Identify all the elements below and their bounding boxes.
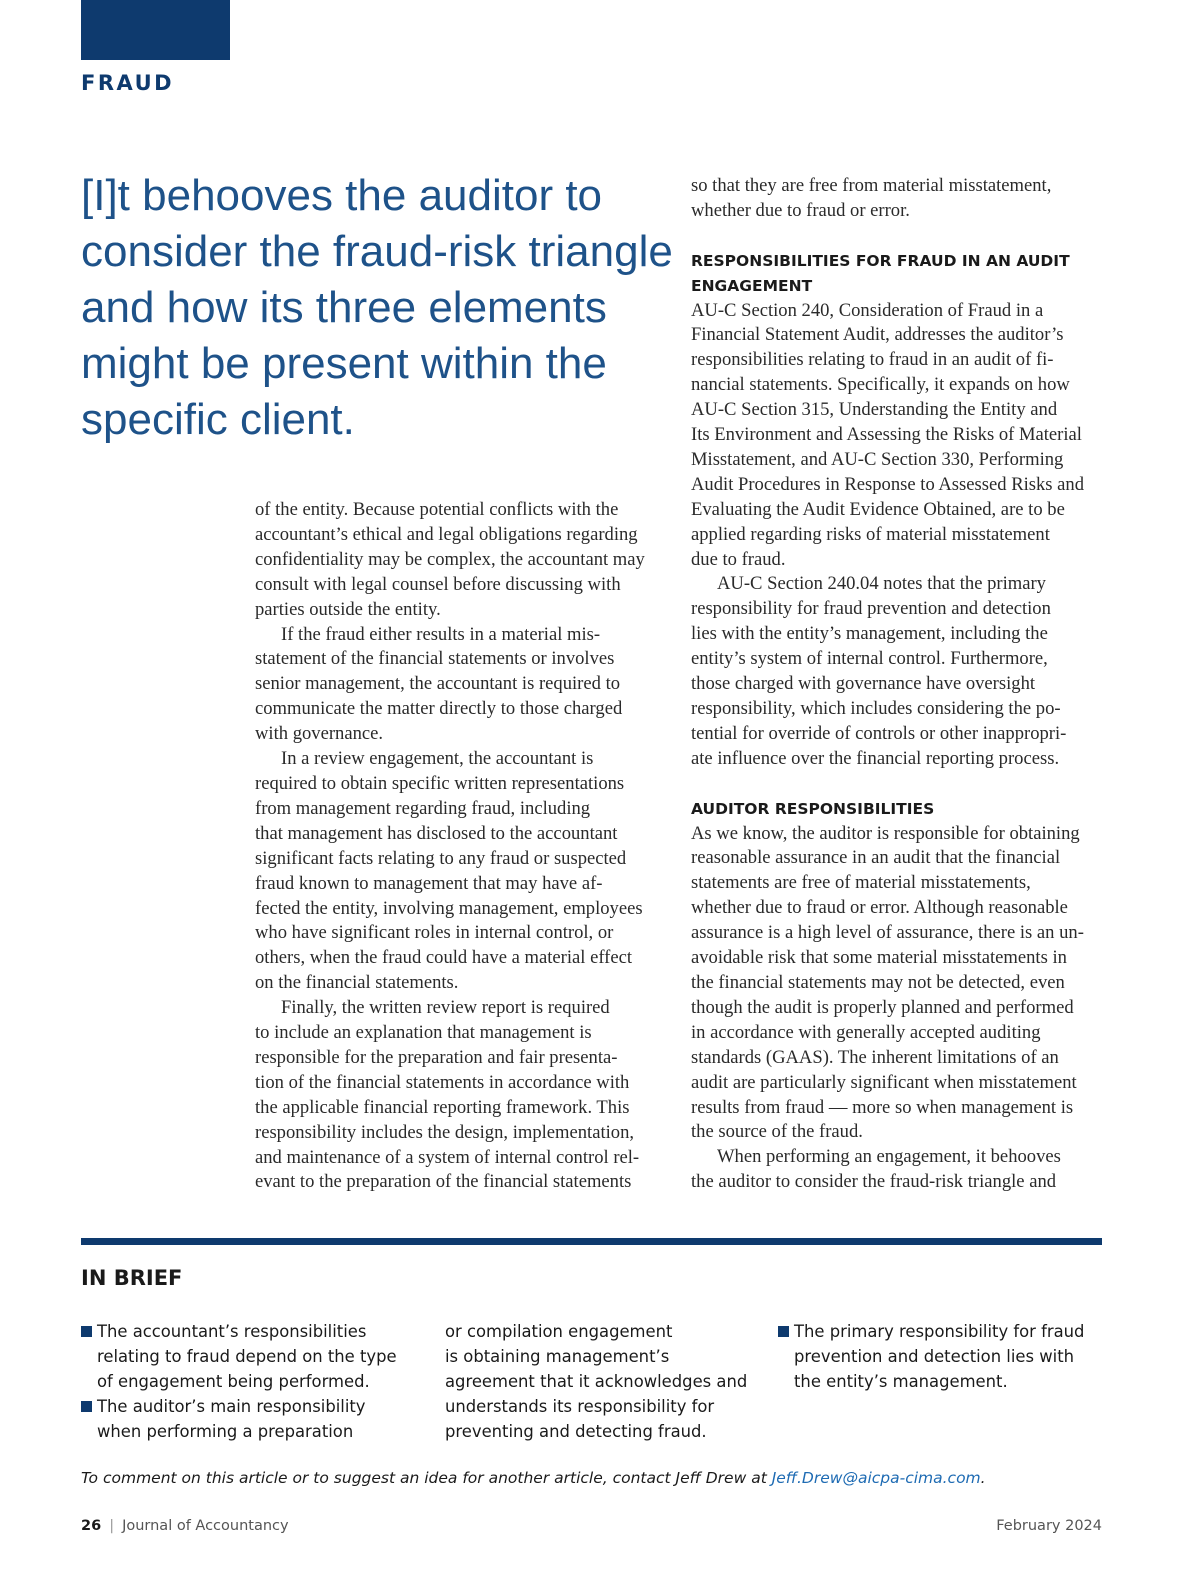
subheading-auditor: AUDITOR RESPONSIBILITIES (691, 799, 935, 818)
bullet-square-icon (778, 1326, 789, 1337)
in-brief-column-1: The accountant’s responsibilities relating to fraud depend on the type of engagement being performed. The auditor’s main responsibility when performing a preparation (81, 1320, 397, 1445)
body-column-right: so that they are free from material misstatement, whether due to fraud or error. RESPONSIBILITIES FOR FRAUD IN AN AUDIT ENGAGEMENT AU-C Section 240, Consideration of Fraud in a Financial Statement Audit, addresses the auditor’s responsibilities relating to fraud in an audit of fi- nancial statements. Specifically, it expands on how AU-C Section 315, Understanding the Entity and Its Environment and Assessing the Risks of Material Misstatement, and AU-C Section 330, Performing Audit Procedures in Response to Assessed Risks and Evaluating the Audit Evidence Obtained, are to be applied regarding risks of material misstatement due to fraud. AU-C Section 240.04 notes that the primary responsibility for fraud prevention and detection lies with the entity’s management, including the entity’s system of internal control. Furthermore, those charged with governance have oversight responsibility, which includes considering the po- tential for override of controls or other inappropri- ate influence over the financial reporting process. AUDITOR RESPONSIBILITIES As we know, the auditor is responsible for obtaining reasonable assurance in an audit that the financial statements are free of material misstatements, whether due to fraud or error. Although reasonable assurance is a high level of assurance, there is an un- avoidable risk that some material misstatements in the financial statements may not be detected, even though the audit is properly planned and performed in accordance with generally accepted auditing standards (GAAS). The inherent limitations of an audit are particularly significant when misstatement results from fraud — more so when management is the source of the fraud. When performing an engagement, it behooves the auditor to consider the fraud-risk triangle and (691, 174, 1111, 1195)
in-brief-title: IN BRIEF (81, 1266, 183, 1290)
pull-quote: [I]t behooves the auditor to consider the fraud-risk triangle and how its three elements might be present within the specific client. (81, 171, 673, 444)
footer-left: 26 | Journal of Accountancy (81, 1518, 289, 1534)
bullet-square-icon (81, 1401, 92, 1412)
body-column-left: of the entity. Because potential conflicts with the accountant’s ethical and legal obligations regarding confidentiality may be complex, the accountant may consult with legal counsel before discussing with parties outside the entity. If the fraud either results in a material mis- statement of the financial statements or involves senior management, the accountant is required to communicate the matter directly to those charged with governance. In a review engagement, the accountant is required to obtain specific written representations from management regarding fraud, including that management has disclosed to the accountant significant facts relating to any fraud or suspected fraud known to management that may have af- fected the entity, involving management, employees who have significant roles in internal control, or others, when the fraud could have a material effect on the financial statements. Finally, the written review report is required to include an explanation that management is responsible for the preparation and fair presenta- tion of the financial statements in accordance with the applicable financial reporting framework. This responsibility includes the design, implementation, and maintenance of a system of internal control rel- evant to the preparation of the financial statements (255, 499, 645, 1193)
journal-name: Journal of Accountancy (122, 1518, 289, 1534)
in-brief-column-3: The primary responsibility for fraud prevention and detection lies with the entity’s management. (778, 1320, 1084, 1395)
comment-note: To comment on this article or to suggest an idea for another article, contact Jeff Drew at Jeff.Drew@aicpa-cima.com. (81, 1469, 986, 1487)
in-brief-item: The primary responsibility for fraud (778, 1320, 1084, 1345)
issue-date: February 2024 (996, 1518, 1102, 1534)
page-number: 26 (81, 1518, 102, 1534)
in-brief-item: The auditor’s main responsibility (81, 1395, 397, 1420)
in-brief-column-2: or compilation engagement is obtaining management’s agreement that it acknowledges and understands its responsibility for preventing and detecting fraud. (445, 1322, 748, 1441)
section-tab (81, 0, 230, 60)
bullet-square-icon (81, 1326, 92, 1337)
email-link[interactable]: Jeff.Drew@aicpa-cima.com (771, 1469, 981, 1487)
section-label: FRAUD (81, 71, 175, 95)
in-brief-rule (81, 1238, 1102, 1245)
subheading-responsibilities: RESPONSIBILITIES FOR FRAUD IN AN AUDIT (691, 251, 1070, 270)
in-brief-item: The accountant’s responsibilities (81, 1320, 397, 1345)
